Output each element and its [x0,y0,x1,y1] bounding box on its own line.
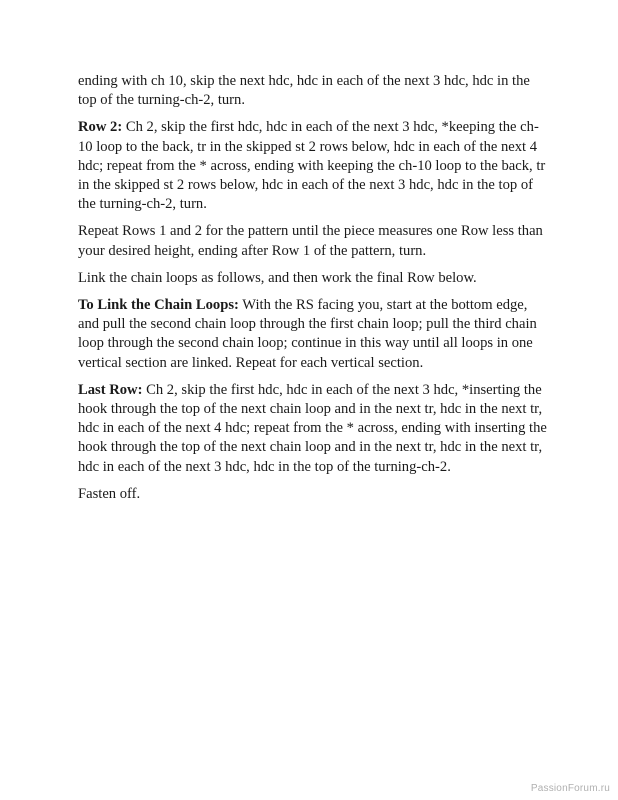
paragraph-heading: Row 2: [78,119,123,136]
paragraph-link-intro [78,269,548,288]
paragraph-continuation [78,72,548,110]
paragraph-text: Fasten off. [78,485,141,502]
paragraph-last-row [78,381,548,477]
document-body [78,72,548,512]
paragraph-text: ending with ch 10, skip the next hdc, hdc in each of the next 3 hdc, hdc in the top of the turning-ch-2, turn. [78,73,530,109]
paragraph-heading: To Link the Chain Loops: [78,297,239,314]
paragraph-text: Repeat Rows 1 and 2 for the pattern until the piece measures one Row less than your desired height, ending after Row 1 of the pattern, turn. [78,223,543,259]
paragraph-text: Link the chain loops as follows, and then work the final Row below. [78,269,477,286]
paragraph-heading: Last Row: [78,381,143,398]
paragraph-row-2 [78,118,548,214]
watermark: PassionForum.ru [530,783,610,794]
paragraph-link-chain-loops [78,296,548,373]
paragraph-fasten-off [78,485,548,504]
paragraph-text: Ch 2, skip the first hdc, hdc in each of the next 3 hdc, *keeping the ch-10 loop to the back, tr in the skipped st 2 rows below, hdc in each of the next 4 hdc; repeat from the * across, ending with keeping the ch-10 loop to the back, tr in the skipped st 2 rows below, hdc in each of the next 3 hdc, hdc in the top of the turning-ch-2, turn. [78,119,546,213]
paragraph-text: With the RS facing you, start at the bottom edge, and pull the second chain loop through the first chain loop; pull the third chain loop through the second chain loop; continue in this way until all loops in one vertical section are linked. Repeat for each vertical section. [78,297,537,371]
paragraph-repeat-rows [78,222,548,260]
paragraph-text: Ch 2, skip the first hdc, hdc in each of the next 3 hdc, *inserting the hook through the top of the next chain loop and in the next tr, hdc in the next tr, hdc in each of the next 4 hdc; repeat from the * across, ending with inserting the hook through the top of the next chain loop and in the next tr, hdc in the next tr, hdc in each of the next 3 hdc, hdc in the top of the turning-ch-2. [78,381,547,475]
